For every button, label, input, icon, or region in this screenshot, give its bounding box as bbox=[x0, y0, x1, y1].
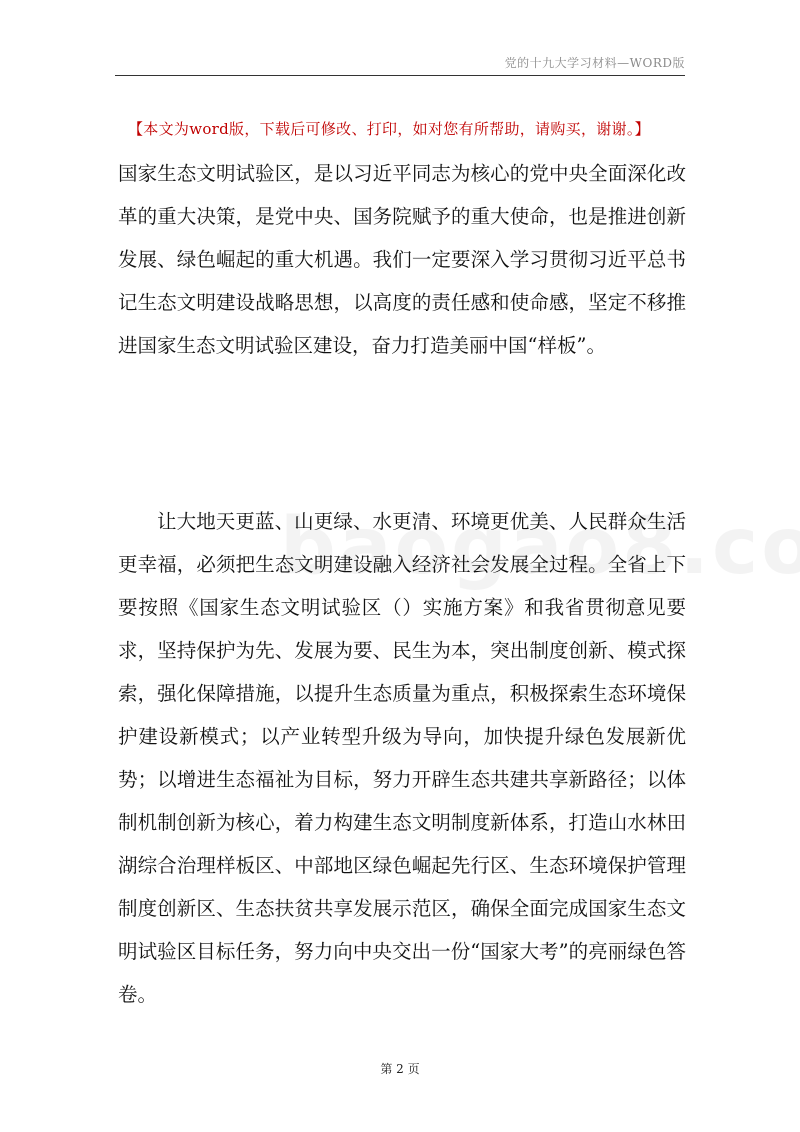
paragraph-1: 国家生态文明试验区，是以习近平同志为核心的党中央全面深化改革的重大决策，是党中央、国务院赋予的重大使命，也是推进创新发展、绿色崛起的重大机遇。我们一定要深入学习贯彻习近平总书记生态文明建设战略思想，以高度的责任感和使命感，坚定不移推进国家生态文明试验区建设，奋力打造美丽中国“样板”。 bbox=[118, 162, 686, 357]
header-divider bbox=[115, 75, 685, 76]
paragraph-2: 让大地天更蓝、山更绿、水更清、环境更优美、人民群众生活更幸福，必须把生态文明建设融入经济社会发展全过程。全省上下要按照《国家生态文明试验区（）实施方案》和我省贯彻意见要求，坚持保护为先、发展为要、民生为本，突出制度创新、模式探索，强化保障措施，以提升生态质量为重点，积极探索生态环境保护建设新模式；以产业转型升级为导向，加快提升绿色发展新优势；以增进生态福祉为目标，努力开辟生态共建共享新路径；以体制机制创新为核心，着力构建生态文明制度新体系，打造山水林田湖综合治理样板区、中部地区绿色崛起先行区、生态环境保护管理制度创新区、生态扶贫共享发展示范区，确保全面完成国家生态文明试验区目标任务，努力向中央交出一份“国家大考”的亮丽绿色答卷。 bbox=[118, 510, 686, 1006]
page-number: 第 2 页 bbox=[380, 1062, 420, 1076]
download-notice: 【本文为word版，下载后可修改、打印，如对您有所帮助，请购买，谢谢。】 bbox=[128, 120, 650, 138]
header-title: 党的十九大学习材料—WORD版 bbox=[504, 56, 685, 70]
